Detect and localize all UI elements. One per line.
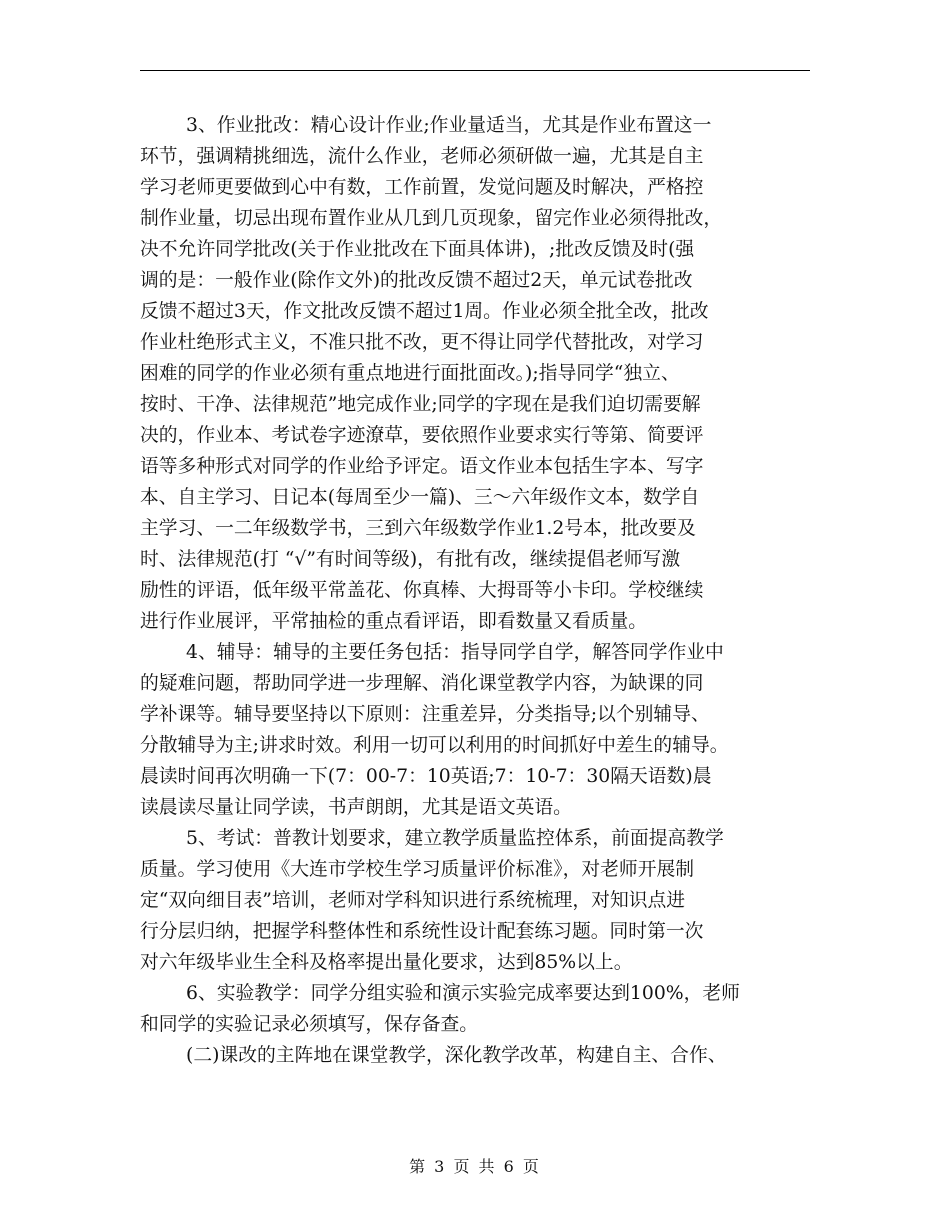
text-line: 读晨读尽量让同学读，书声朗朗，尤其是语文英语。 [140,797,572,818]
text-line: 语等多种形式对同学的作业给予评定。语文作业本包括生字本、写字 [140,456,704,477]
text-line: 学习老师更要做到心中有数，工作前置，发觉问题及时解决，严格控 [140,177,704,198]
text-line: 的疑难问题，帮助同学进一步理解、消化课堂教学内容，为缺课的同 [140,673,704,694]
text-line: 学补课等。辅导要坚持以下原则：注重差异，分类指导;以个别辅导、 [140,704,710,725]
text-line: 3、作业批改：精心设计作业;作业量适当，尤其是作业布置这一 [186,115,712,136]
text-line: 困难的同学的作业必须有重点地进行面批面改。);指导同学“独立、 [140,363,680,384]
text-line: 主学习、一二年级数学书，三到六年级数学作业1.2号本，批改要及 [140,518,696,539]
paragraph-classroom-reform [140,1040,810,1071]
text-line: 时、法律规范(打 “√”有时间等级)，有批有改，继续提倡老师写激 [140,549,681,570]
text-line: 反馈不超过3天，作文批改反馈不超过1周。作业必须全批全改，批改 [140,301,709,322]
paragraph-homework-correction [140,110,810,637]
text-line: 5、考试：普教计划要求，建立教学质量监控体系，前面提高教学 [186,828,724,849]
text-line: 本、自主学习、日记本(每周至少一篇)、三～六年级作文本，数学自 [140,487,700,508]
text-line: 励性的评语，低年级平常盖花、你真棒、大拇哥等小卡印。学校继续 [140,580,704,601]
paragraph-tutoring [140,637,810,823]
text-line: 环节，强调精挑细选，流什么作业，老师必须研做一遍，尤其是自主 [140,146,704,167]
paragraph-exams [140,823,810,978]
paragraph-experiment-teaching [140,978,810,1040]
text-line: 调的是：一般作业(除作文外)的批改反馈不超过2天，单元试卷批改 [140,270,693,291]
text-line: 晨读时间再次明确一下(7：00-7：10英语;7：10-7：30隔天语数)晨 [140,766,712,787]
text-line: 进行作业展评，平常抽检的重点看评语，即看数量又看质量。 [140,611,648,632]
text-line: (二)课改的主阵地在课堂教学，深化教学改革，构建自主、合作、 [186,1045,727,1066]
text-line: 4、辅导：辅导的主要任务包括：指导同学自学，解答同学作业中 [186,642,724,663]
text-line: 作业杜绝形式主义，不准只批不改，更不得让同学代替批改，对学习 [140,332,704,353]
text-line: 定“双向细目表”培训，老师对学科知识进行系统梳理，对知识点进 [140,890,686,911]
text-line: 6、实验教学：同学分组实验和演示实验完成率要达到100%，老师 [186,983,740,1004]
text-line: 质量。学习使用《大连市学校生学习质量评价标准》，对老师开展制 [140,859,695,880]
text-line: 行分层归纳，把握学科整体性和系统性设计配套练习题。同时第一次 [140,921,704,942]
document-body [140,110,810,1071]
text-line: 制作业量，切忌出现布置作业从几到几页现象，留完作业必须得批改， [140,208,723,229]
page-footer: 第 3 页 共 6 页 [409,1157,541,1176]
text-line: 按时、干净、法律规范”地完成作业;同学的字现在是我们迫切需要解 [140,394,701,415]
text-line: 分散辅导为主;讲求时效。利用一切可以利用的时间抓好中差生的辅导。 [140,735,729,756]
text-line: 决的，作业本、考试卷字迹潦草，要依照作业要求实行等第、简要评 [140,425,704,446]
text-line: 和同学的实验记录必须填写，保存备查。 [140,1014,479,1035]
text-line: 决不允许同学批改(关于作业批改在下面具体讲)，;批改反馈及时(强 [140,239,695,260]
text-line: 对六年级毕业生全科及格率提出量化要求，达到85%以上。 [140,952,633,973]
header-rule [140,70,810,71]
